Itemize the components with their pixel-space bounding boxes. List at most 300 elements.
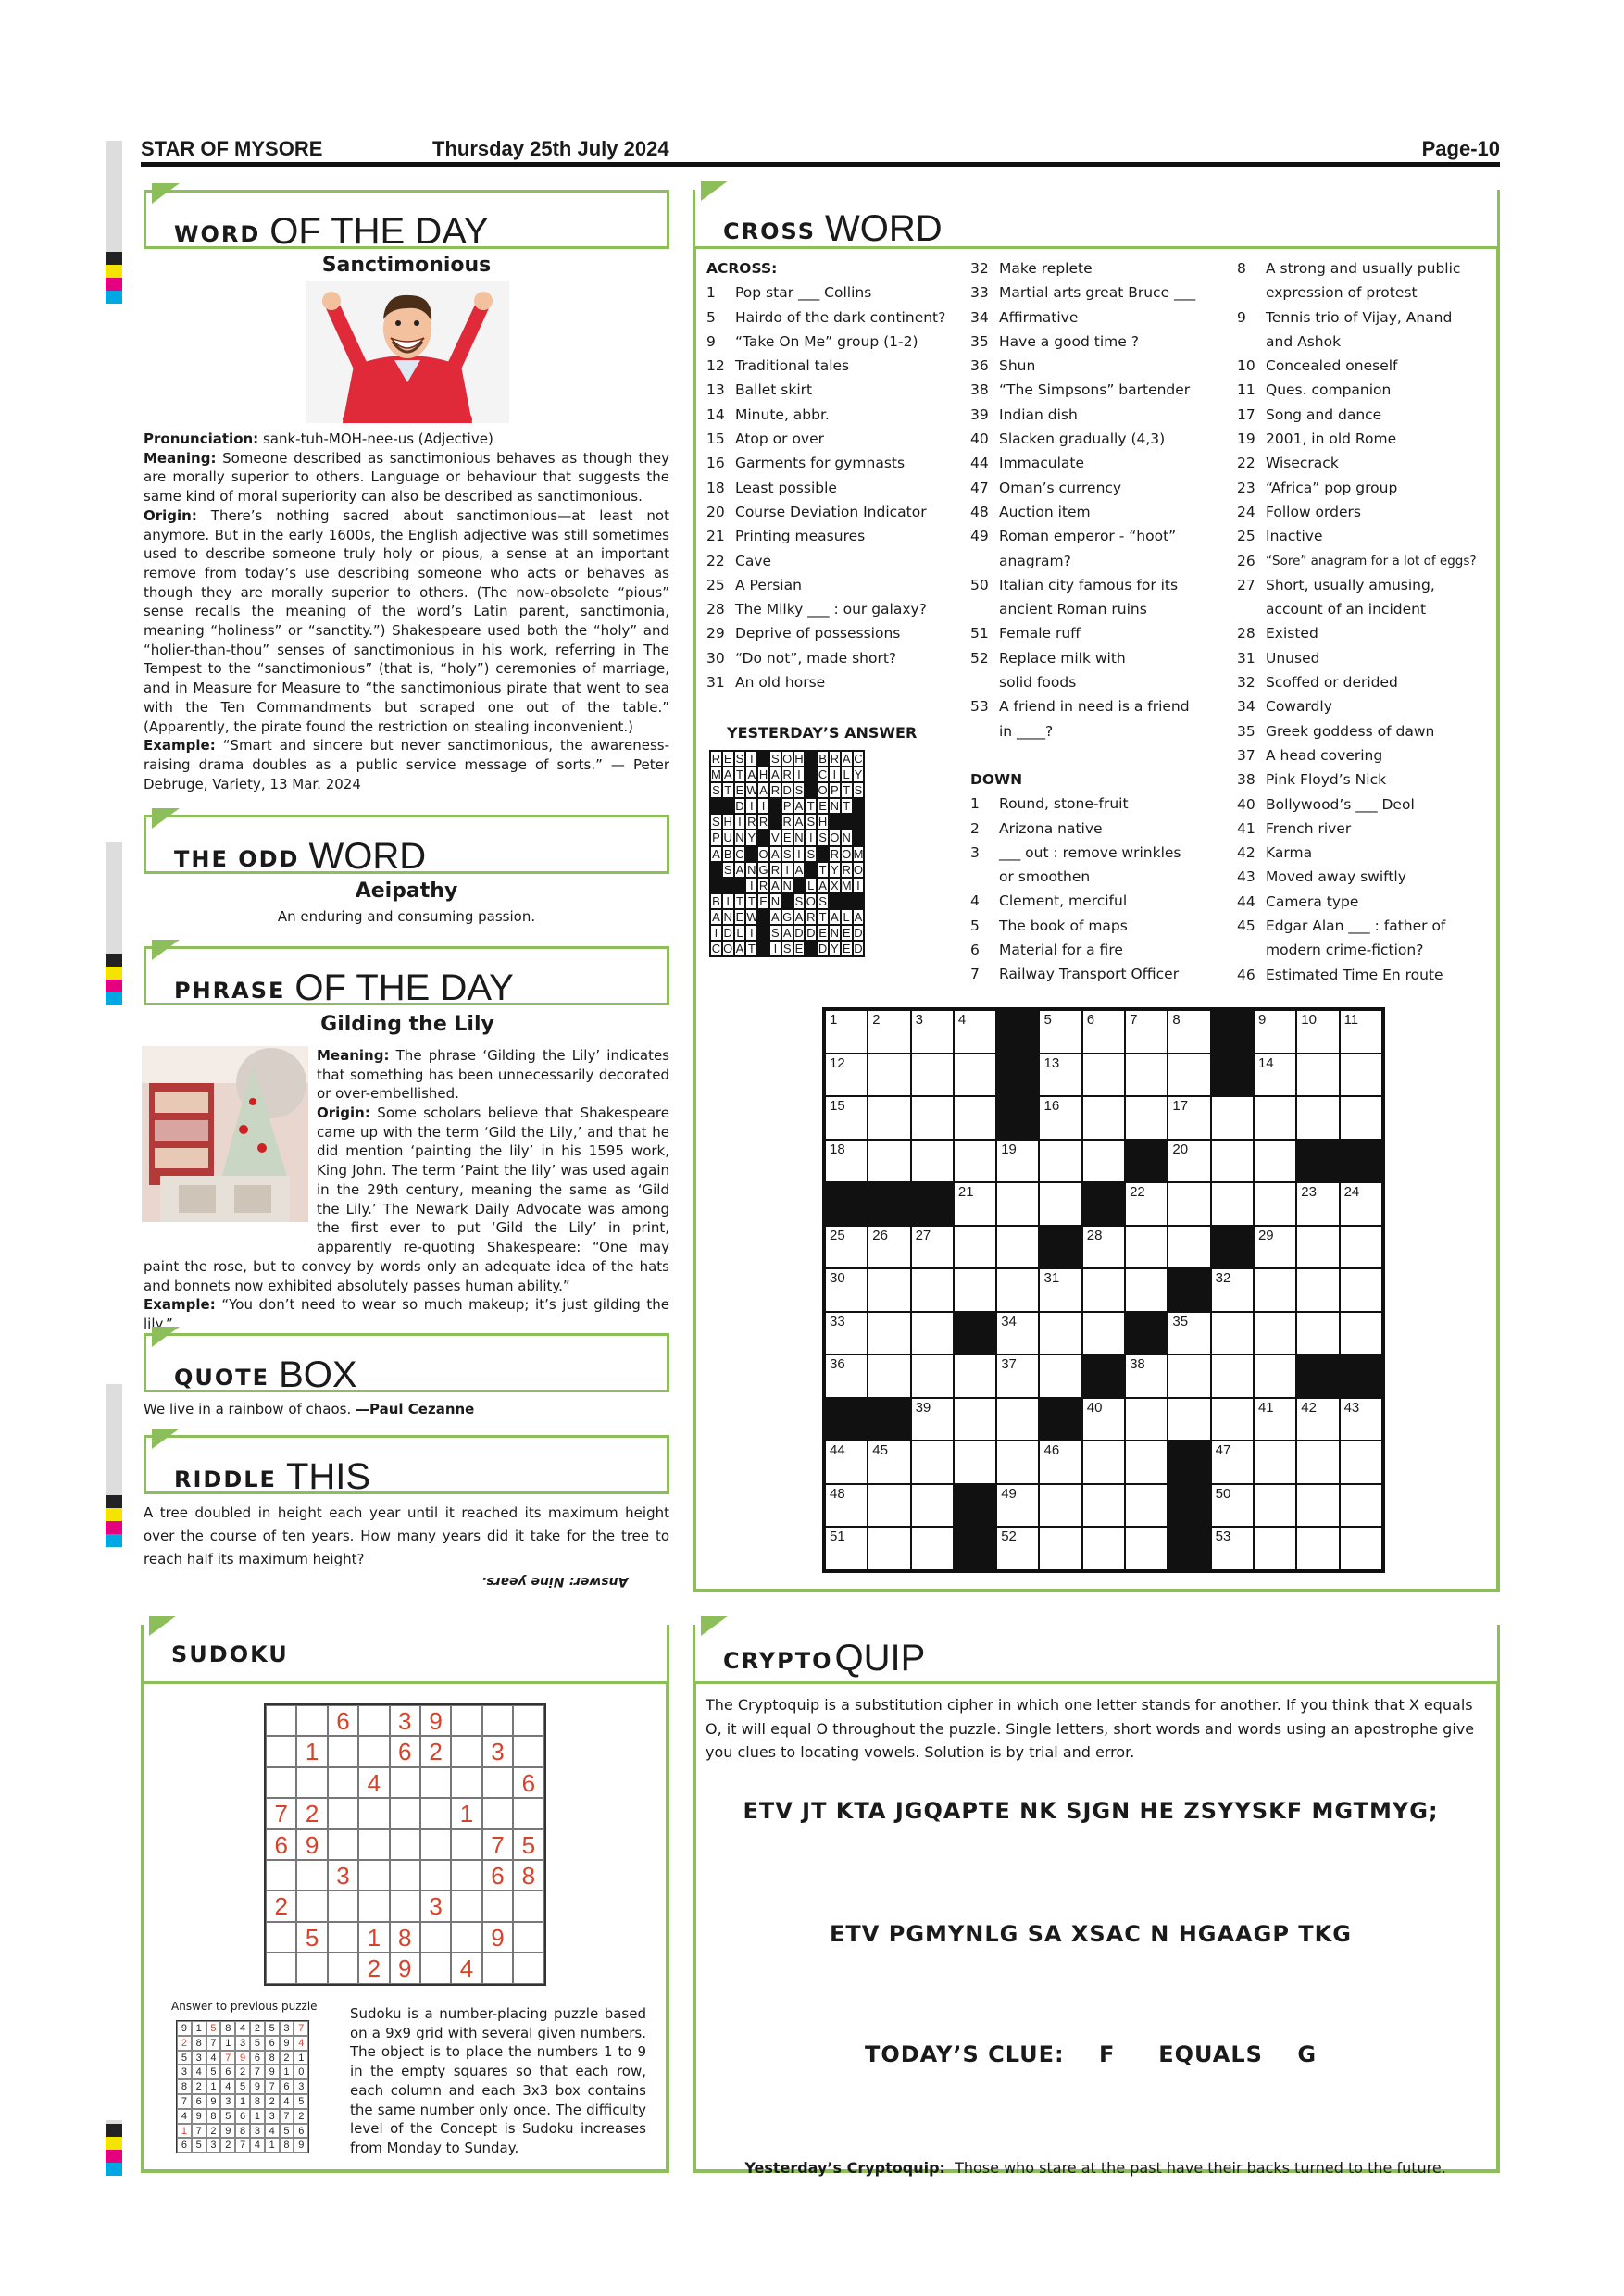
sudoku-cell[interactable]: [451, 1922, 481, 1953]
clue-number: 35: [1237, 722, 1255, 740]
crossword-cell[interactable]: [1254, 1354, 1296, 1398]
answer-cell: A: [769, 767, 781, 782]
crossword-cell[interactable]: [1125, 1054, 1168, 1097]
answer-cell: S: [793, 782, 806, 798]
sudoku-cell: 1: [358, 1922, 389, 1953]
sudoku-cell[interactable]: [390, 1890, 420, 1921]
crossword-cell[interactable]: 10: [1296, 1010, 1339, 1054]
crossword-cell[interactable]: [1296, 1096, 1339, 1140]
crossword-cell[interactable]: 32: [1211, 1268, 1254, 1312]
sudoku-cell[interactable]: [390, 1798, 420, 1828]
crossword-cell[interactable]: 11: [1340, 1010, 1382, 1054]
sudoku-cell[interactable]: [451, 1767, 481, 1798]
crossword-cell[interactable]: [1211, 1354, 1254, 1398]
previous-sudoku-cell: 5: [192, 2138, 206, 2152]
crossword-cell[interactable]: 31: [1039, 1268, 1081, 1312]
clue-number: 47: [970, 479, 989, 496]
crossword-cell[interactable]: 49: [996, 1484, 1039, 1528]
crossword-cell[interactable]: [954, 1226, 996, 1269]
crossword-cell[interactable]: 17: [1168, 1096, 1210, 1140]
crossword-black-cell: [868, 1398, 910, 1441]
sudoku-cell[interactable]: [266, 1860, 296, 1890]
crossword-cell[interactable]: 12: [825, 1054, 868, 1097]
crossword-cell[interactable]: 27: [911, 1226, 954, 1269]
crossword-cell[interactable]: [996, 1268, 1039, 1312]
sudoku-cell[interactable]: [328, 1736, 358, 1766]
clue-item: [1237, 524, 1496, 548]
previous-sudoku-cell: 5: [265, 2021, 280, 2036]
sudoku-cell[interactable]: [358, 1736, 389, 1766]
clue-text: Traditional tales: [735, 357, 850, 375]
clue-item: [1237, 670, 1496, 694]
crossword-cell[interactable]: [954, 1441, 996, 1484]
crossword-cell[interactable]: 40: [1082, 1398, 1125, 1441]
clue-text: Bollywood’s ___ Deol: [1266, 795, 1415, 813]
sudoku-cell[interactable]: [451, 1736, 481, 1766]
crossword-cell[interactable]: [1254, 1312, 1296, 1355]
clue-number: 51: [970, 625, 989, 643]
sudoku-cell[interactable]: [328, 1829, 358, 1860]
crossword-cell[interactable]: [1296, 1441, 1339, 1484]
crossword-cell[interactable]: 33: [825, 1312, 868, 1355]
previous-sudoku-cell: 7: [206, 2036, 221, 2051]
crossword-cell[interactable]: [1254, 1527, 1296, 1570]
sudoku-cell[interactable]: [482, 1767, 513, 1798]
answer-cell: D: [794, 926, 804, 941]
sudoku-cell[interactable]: [390, 1829, 420, 1860]
crossword-cell[interactable]: [1082, 1054, 1125, 1097]
crossword-cell[interactable]: [1254, 1182, 1296, 1226]
previous-sudoku-cell: 3: [220, 2094, 235, 2109]
crossword-cell[interactable]: 30: [825, 1268, 868, 1312]
crossword-cell[interactable]: [954, 1354, 996, 1398]
crossword-cell[interactable]: [954, 1096, 996, 1140]
phrase-meaning: Meaning: The phrase ‘Gilding the Lily’ indicates that something has been unnecessarily decorated or over-embellished.: [317, 1047, 669, 1103]
answer-cell: R: [711, 752, 721, 766]
crossword-cell[interactable]: 37: [996, 1354, 1039, 1398]
sudoku-cell[interactable]: [358, 1860, 389, 1890]
previous-sudoku-cell: 5: [294, 2094, 308, 2109]
sudoku-cell[interactable]: [266, 1705, 296, 1736]
crossword-cell[interactable]: 28: [1082, 1226, 1125, 1269]
clue-text: Immaculate: [999, 455, 1085, 472]
crossword-cell[interactable]: 47: [1211, 1441, 1254, 1484]
answer-cell: T: [734, 767, 746, 782]
crossword-cell[interactable]: [1125, 1484, 1168, 1528]
clue-text: Greek goddess of dawn: [1266, 722, 1435, 740]
clue-number: 26: [1237, 552, 1255, 569]
sudoku-cell[interactable]: [296, 1890, 327, 1921]
crossword-cell[interactable]: [868, 1054, 910, 1097]
crossword-cell[interactable]: [1340, 1268, 1382, 1312]
clue-item: [1237, 500, 1496, 524]
crossword-cell[interactable]: [1340, 1441, 1382, 1484]
crossword-cell[interactable]: [1340, 1312, 1382, 1355]
crossword-cell[interactable]: 53: [1211, 1527, 1254, 1570]
crossword-cell[interactable]: 51: [825, 1527, 868, 1570]
crossword-cell[interactable]: [1296, 1226, 1339, 1269]
crossword-cell[interactable]: 5: [1039, 1010, 1081, 1054]
crossword-cell[interactable]: [954, 1398, 996, 1441]
sudoku-cell[interactable]: [328, 1953, 358, 1983]
crossword-cell[interactable]: [1125, 1398, 1168, 1441]
sudoku-cell[interactable]: [328, 1922, 358, 1953]
crossword-cell[interactable]: [911, 1140, 954, 1183]
crossword-cell[interactable]: [1082, 1527, 1125, 1570]
crossword-cell[interactable]: [1082, 1268, 1125, 1312]
crossword-cell[interactable]: [868, 1354, 910, 1398]
crossword-cell[interactable]: 22: [1125, 1182, 1168, 1226]
crossword-cell[interactable]: [1296, 1484, 1339, 1528]
clue-text: The Milky ___ : our galaxy?: [735, 601, 927, 618]
sudoku-cell[interactable]: [328, 1767, 358, 1798]
crossword-cell[interactable]: [1125, 1096, 1168, 1140]
clue-text: Karma: [1266, 844, 1313, 862]
previous-sudoku-cell: 9: [206, 2094, 221, 2109]
previous-sudoku-cell: 2: [280, 2051, 294, 2065]
sudoku-cell[interactable]: [328, 1798, 358, 1828]
crossword-black-cell: [1168, 1441, 1210, 1484]
answer-cell: O: [806, 893, 816, 908]
crossword-cell[interactable]: 23: [1296, 1182, 1339, 1226]
crossword-cell[interactable]: 34: [996, 1312, 1039, 1355]
crossword-cell[interactable]: [1125, 1268, 1168, 1312]
previous-sudoku-cell: 1: [280, 2065, 294, 2079]
answer-cell: H: [758, 767, 768, 782]
riddle-header: RIDDLE THIS: [144, 1435, 669, 1494]
previous-sudoku-cell: 1: [220, 2036, 235, 2051]
crossword-cell[interactable]: 41: [1254, 1398, 1296, 1441]
crossword-cell[interactable]: 20: [1168, 1140, 1210, 1183]
crossword-cell[interactable]: [1340, 1226, 1382, 1269]
crossword-cell[interactable]: [911, 1441, 954, 1484]
crossword-cell[interactable]: [1039, 1182, 1081, 1226]
across-clues-1: ACROSS: 1 Pop star ___ Collins 5 Hairdo of the dark continent? 9 “Take On Me” group (1-2) 12 Traditional tales 13 Ballet skirt 14 Minute, abbr. 15 Atop or over 16 Garments for gymnasts 18 Least possible 20 Course Deviation Indicator 21 Printing measures 22 Cave 25 A Persian 28 The Milky ___ : our galaxy? 29 Deprive of possessions 30 “Do not”, made short? 31 An old horse: [706, 256, 975, 694]
crossword-cell[interactable]: [1296, 1527, 1339, 1570]
sudoku-cell[interactable]: [513, 1922, 543, 1953]
clue-item: [1237, 403, 1496, 427]
crossword-cell[interactable]: [1125, 1226, 1168, 1269]
crossword-cell[interactable]: [1039, 1140, 1081, 1183]
clue-item: [970, 378, 1230, 402]
clue-text: anagram?: [999, 552, 1071, 569]
sudoku-cell[interactable]: [358, 1798, 389, 1828]
answer-cell: E: [722, 751, 734, 767]
answer-cell: R: [747, 815, 756, 830]
clue-number: 20: [706, 503, 725, 520]
previous-sudoku-cell: 5: [280, 2124, 294, 2139]
crossword-cell[interactable]: [1254, 1140, 1296, 1183]
crossword-cell[interactable]: [911, 1484, 954, 1528]
crossword-cell[interactable]: [996, 1226, 1039, 1269]
crossword-cell[interactable]: [1211, 1096, 1254, 1140]
crossword-cell[interactable]: [1254, 1268, 1296, 1312]
sudoku-cell[interactable]: [420, 1860, 451, 1890]
crossword-cell[interactable]: [1125, 1441, 1168, 1484]
clue-number: 29: [706, 625, 725, 643]
answer-cell: A: [745, 767, 757, 782]
clue-number: [970, 597, 999, 621]
answer-cell: T: [805, 798, 817, 814]
crossword-cell[interactable]: 44: [825, 1441, 868, 1484]
man-pointing-illustration: [306, 281, 509, 423]
answer-cell: S: [805, 814, 817, 830]
sudoku-cell[interactable]: [390, 1860, 420, 1890]
answer-cell: R: [830, 846, 840, 861]
clue-item: [706, 427, 975, 451]
clue-number: 52: [970, 649, 989, 667]
clue-item: [1237, 890, 1496, 914]
crossword-cell[interactable]: [1039, 1484, 1081, 1528]
crossword-cell[interactable]: 52: [996, 1527, 1039, 1570]
crossword-cell[interactable]: 39: [911, 1398, 954, 1441]
crossword-cell[interactable]: 25: [825, 1226, 868, 1269]
sudoku-cell[interactable]: [451, 1860, 481, 1890]
sudoku-cell: 9: [482, 1922, 513, 1953]
crossword-cell[interactable]: [868, 1484, 910, 1528]
crossword-cell[interactable]: 4: [954, 1010, 996, 1054]
clue-item: [706, 500, 975, 524]
clue-item: [1237, 330, 1496, 354]
sudoku-cell[interactable]: [266, 1736, 296, 1766]
crossword-cell[interactable]: [1340, 1054, 1382, 1097]
crossword-cell[interactable]: 24: [1340, 1182, 1382, 1226]
odd-word-title: Aeipathy: [355, 880, 458, 903]
crossword-cell[interactable]: 38: [1125, 1354, 1168, 1398]
crossword-cell[interactable]: [1296, 1268, 1339, 1312]
answer-cell: P: [710, 830, 722, 845]
crossword-cell[interactable]: 16: [1039, 1096, 1081, 1140]
answer-cell: X: [829, 878, 841, 893]
crossword-cell[interactable]: 50: [1211, 1484, 1254, 1528]
crossword-cell[interactable]: [911, 1054, 954, 1097]
riddle-text: A tree doubled in height each year until it reached its maximum height over the course of ten years. How many years did it take for the tree to reach half its maximum height?: [144, 1504, 669, 1567]
clue-number: 25: [1237, 528, 1255, 545]
sudoku-cell[interactable]: [296, 1705, 327, 1736]
crossword-cell[interactable]: 26: [868, 1226, 910, 1269]
sudoku-cell[interactable]: [296, 1953, 327, 1983]
crossword-cell[interactable]: [868, 1527, 910, 1570]
crossword-cell[interactable]: 18: [825, 1140, 868, 1183]
answer-cell: [757, 941, 769, 956]
crossword-cell[interactable]: 7: [1125, 1010, 1168, 1054]
clue-item: [1237, 719, 1496, 743]
answer-cell: N: [830, 799, 840, 814]
crossword-cell[interactable]: [1039, 1354, 1081, 1398]
crossword-cell[interactable]: 2: [868, 1010, 910, 1054]
previous-sudoku-cell: 7: [220, 2051, 235, 2065]
crossword-cell[interactable]: [1125, 1527, 1168, 1570]
clue-text: Concealed oneself: [1266, 357, 1398, 375]
crossword-cell[interactable]: [1082, 1312, 1125, 1355]
crossword-cell[interactable]: [996, 1182, 1039, 1226]
crossword-cell[interactable]: [1168, 1182, 1210, 1226]
crossword-cell[interactable]: [954, 1054, 996, 1097]
crossword-cell[interactable]: [1211, 1398, 1254, 1441]
crossword-cell[interactable]: [1082, 1140, 1125, 1183]
previous-sudoku-cell: 1: [250, 2109, 265, 2124]
sudoku-cell[interactable]: [390, 1767, 420, 1798]
crossword-cell[interactable]: [1039, 1527, 1081, 1570]
answer-cell: A: [817, 878, 829, 893]
crossword-cell[interactable]: [954, 1268, 996, 1312]
sudoku-cell[interactable]: [513, 1798, 543, 1828]
clue-item: [970, 427, 1230, 451]
crossword-cell[interactable]: 14: [1254, 1054, 1296, 1097]
clue-number: 35: [970, 332, 989, 350]
answer-cell: [805, 782, 817, 798]
crossword-cell[interactable]: 6: [1082, 1010, 1125, 1054]
crossword-cell[interactable]: [868, 1268, 910, 1312]
sudoku-cell[interactable]: [296, 1860, 327, 1890]
sudoku-cell[interactable]: [451, 1705, 481, 1736]
crossword-cell[interactable]: 36: [825, 1354, 868, 1398]
crossword-cell[interactable]: [1254, 1484, 1296, 1528]
crossword-cell[interactable]: 43: [1340, 1398, 1382, 1441]
crossword-cell[interactable]: [1211, 1312, 1254, 1355]
clue-number: [1237, 597, 1266, 621]
sudoku-cell[interactable]: [358, 1829, 389, 1860]
sudoku-cell[interactable]: [482, 1890, 513, 1921]
crossword-cell[interactable]: [911, 1527, 954, 1570]
sudoku-cell[interactable]: [482, 1953, 513, 1983]
crossword-cell[interactable]: [1296, 1054, 1339, 1097]
sudoku-cell[interactable]: [513, 1890, 543, 1921]
sudoku-cell[interactable]: [266, 1953, 296, 1983]
crossword-cell[interactable]: [1082, 1096, 1125, 1140]
crossword-cell[interactable]: [1039, 1312, 1081, 1355]
sudoku-cell[interactable]: [513, 1736, 543, 1766]
sudoku-cell[interactable]: [451, 1829, 481, 1860]
crossword-cell[interactable]: 13: [1039, 1054, 1081, 1097]
sudoku-cell[interactable]: [420, 1798, 451, 1828]
crossword-cell[interactable]: [1082, 1441, 1125, 1484]
crossword-black-cell: [1168, 1484, 1210, 1528]
crossword-cell[interactable]: [954, 1140, 996, 1183]
crossword-cell[interactable]: [1254, 1096, 1296, 1140]
crossword-cell[interactable]: [911, 1096, 954, 1140]
crossword-cell[interactable]: [911, 1312, 954, 1355]
crossword-black-cell: [825, 1182, 868, 1226]
sudoku-cell[interactable]: [266, 1767, 296, 1798]
sudoku-cell[interactable]: [420, 1953, 451, 1983]
crossword-cell[interactable]: [1211, 1182, 1254, 1226]
crossword-cell[interactable]: [1296, 1312, 1339, 1355]
crossword-cell[interactable]: [1254, 1441, 1296, 1484]
crossword-cell[interactable]: [868, 1096, 910, 1140]
clue-text: Garments for gymnasts: [735, 455, 906, 472]
previous-sudoku-cell: 9: [265, 2065, 280, 2079]
clue-item: [970, 306, 1230, 330]
sudoku-cell[interactable]: [328, 1890, 358, 1921]
clue-text: Female ruff: [999, 625, 1081, 643]
previous-sudoku-cell: 3: [294, 2079, 308, 2094]
sudoku-cell[interactable]: [420, 1767, 451, 1798]
crossword-cell[interactable]: [868, 1140, 910, 1183]
sudoku-cell[interactable]: [358, 1890, 389, 1921]
crossword-cell[interactable]: 46: [1039, 1441, 1081, 1484]
crossword-black-cell: [868, 1182, 910, 1226]
crossword-cell[interactable]: [1340, 1096, 1382, 1140]
sudoku-cell[interactable]: [451, 1890, 481, 1921]
crossword-cell[interactable]: [1168, 1054, 1210, 1097]
crossword-cell[interactable]: [911, 1354, 954, 1398]
answer-cell: A: [757, 782, 769, 798]
answer-cell: N: [735, 830, 744, 845]
sudoku-cell: 6: [266, 1829, 296, 1860]
sudoku-cell: 2: [266, 1890, 296, 1921]
sudoku-cell[interactable]: [266, 1922, 296, 1953]
crossword-cell[interactable]: [1168, 1226, 1210, 1269]
sudoku-cell[interactable]: [513, 1705, 543, 1736]
sudoku-cell[interactable]: [420, 1829, 451, 1860]
answer-cell: W: [746, 783, 758, 798]
sudoku-cell: 4: [358, 1767, 389, 1798]
previous-sudoku-cell: 9: [235, 2051, 250, 2065]
crossword-cell[interactable]: 29: [1254, 1226, 1296, 1269]
crossword-cell[interactable]: [1340, 1484, 1382, 1528]
clue-text: Ques. companion: [1266, 381, 1392, 399]
answer-cell: R: [830, 752, 840, 766]
clue-text: Round, stone-fruit: [999, 795, 1129, 813]
crossword-cell[interactable]: 21: [954, 1182, 996, 1226]
crossword-cell[interactable]: [1168, 1354, 1210, 1398]
previous-sudoku-cell: 2: [192, 2079, 206, 2094]
sudoku-cell: 6: [513, 1767, 543, 1798]
crossword-cell[interactable]: [868, 1312, 910, 1355]
sudoku-cell[interactable]: [513, 1953, 543, 1983]
clue-number: 23: [1237, 479, 1255, 496]
previous-sudoku-cell: 8: [220, 2021, 235, 2036]
crossword-cell[interactable]: 45: [868, 1441, 910, 1484]
crossword-cell[interactable]: 9: [1254, 1010, 1296, 1054]
crossword-cell[interactable]: [911, 1268, 954, 1312]
flag-icon: [152, 808, 180, 829]
crossword-cell[interactable]: [1340, 1527, 1382, 1570]
crossword-cell[interactable]: 48: [825, 1484, 868, 1528]
answer-cell: A: [793, 798, 806, 814]
sudoku-cell[interactable]: [358, 1705, 389, 1736]
answer-cell: A: [769, 909, 781, 925]
registration-mark: [106, 842, 122, 1005]
crossword-cell[interactable]: 3: [911, 1010, 954, 1054]
crossword-cell[interactable]: 42: [1296, 1398, 1339, 1441]
crossword-cell[interactable]: 8: [1168, 1010, 1210, 1054]
crossword-cell[interactable]: 15: [825, 1096, 868, 1140]
previous-sudoku-cell: 7: [250, 2065, 265, 2079]
crossword-cell[interactable]: [1082, 1484, 1125, 1528]
clue-number: 27: [1237, 576, 1255, 593]
sudoku-cell[interactable]: [420, 1922, 451, 1953]
crossword-cell[interactable]: [996, 1441, 1039, 1484]
crossword-cell[interactable]: 1: [825, 1010, 868, 1054]
sudoku-cell[interactable]: [482, 1705, 513, 1736]
clue-number: 8: [1237, 260, 1246, 277]
crossword-cell[interactable]: 19: [996, 1140, 1039, 1183]
answer-cell: [853, 798, 865, 814]
answer-cell: A: [841, 751, 853, 767]
crossword-cell[interactable]: [1168, 1398, 1210, 1441]
answer-cell: L: [841, 909, 853, 925]
crossword-cell[interactable]: [1211, 1140, 1254, 1183]
crossword-cell[interactable]: 35: [1168, 1312, 1210, 1355]
clue-item: [706, 403, 975, 427]
sudoku-cell[interactable]: [482, 1798, 513, 1828]
clue-number: 40: [970, 430, 989, 448]
crossword-cell[interactable]: [996, 1398, 1039, 1441]
sudoku-cell[interactable]: [296, 1767, 327, 1798]
previous-sudoku-cell: 0: [294, 2065, 308, 2079]
